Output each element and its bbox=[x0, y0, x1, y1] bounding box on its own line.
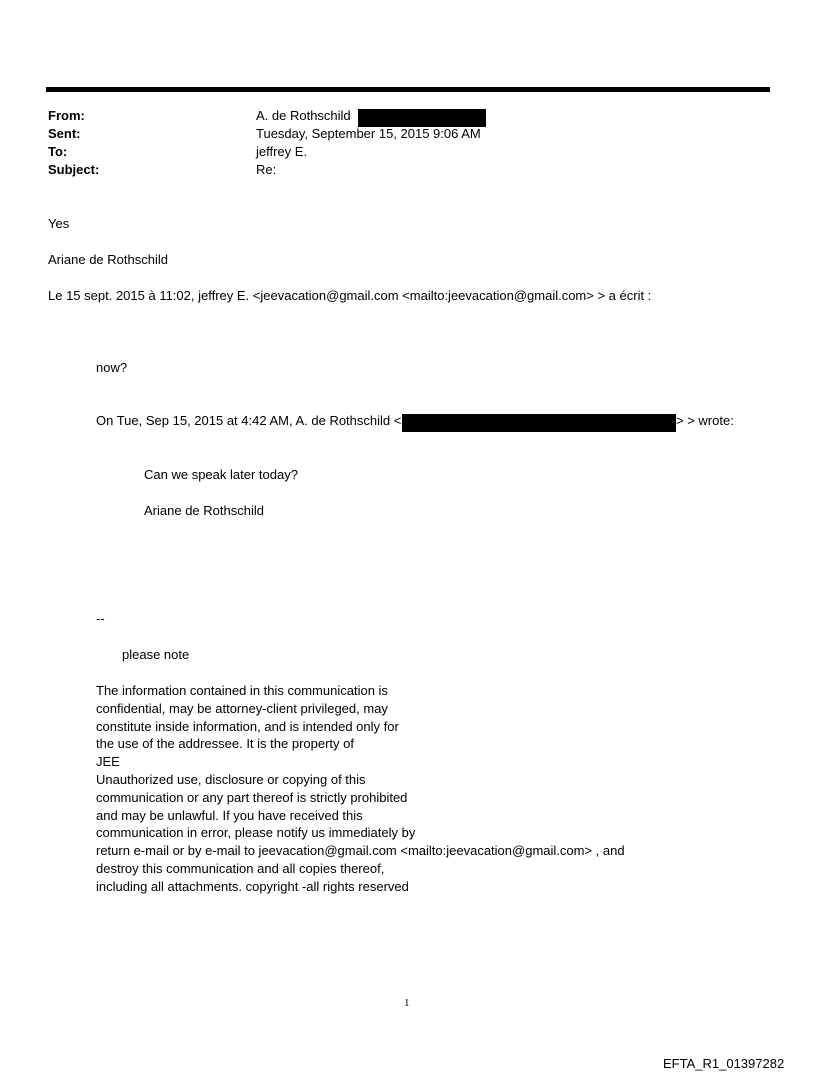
inner-quote-intro-suffix: > > wrote: bbox=[676, 413, 734, 428]
sent-label: Sent: bbox=[48, 126, 81, 141]
redaction-inner-email bbox=[402, 414, 676, 432]
disclaimer-line: Unauthorized use, disclosure or copying of this bbox=[96, 771, 366, 787]
document-id: EFTA_R1_01397282 bbox=[663, 1056, 785, 1071]
subject-value: Re: bbox=[256, 162, 277, 177]
disclaimer-line: return e-mail or by e-mail to jeevacation@gmail.com <mailto:jeevacation@gmail.com> , and bbox=[96, 843, 625, 859]
disclaimer-line: communication or any part thereof is strictly prohibited bbox=[96, 789, 408, 805]
disclaimer-line: and may be unlawful. If you have received this bbox=[96, 807, 363, 823]
disclaimer-block bbox=[96, 682, 625, 896]
inner-signature: Ariane de Rothschild bbox=[144, 503, 264, 518]
quote-intro: Le 15 sept. 2015 à 11:02, jeffrey E. <jeevacation@gmail.com <mailto:jeevacation@gmail.com> > a écrit : bbox=[48, 288, 652, 303]
disclaimer-line: the use of the addressee. It is the property of bbox=[96, 736, 354, 752]
inner-message: Can we speak later today? bbox=[144, 467, 298, 482]
disclaimer-line: communication in error, please notify us immediately by bbox=[96, 825, 416, 841]
disclaimer-line: including all attachments. copyright -all rights reserved bbox=[96, 878, 409, 894]
from-value: A. de Rothschild bbox=[256, 108, 351, 123]
disclaimer-line: destroy this communication and all copies thereof, bbox=[96, 860, 385, 876]
to-label: To: bbox=[48, 144, 68, 159]
subject-label: Subject: bbox=[48, 162, 100, 177]
sent-value: Tuesday, September 15, 2015 9:06 AM bbox=[256, 126, 481, 141]
disclaimer-line: JEE bbox=[96, 754, 120, 770]
signature-separator: -- bbox=[96, 611, 105, 626]
to-value: jeffrey E. bbox=[256, 144, 308, 159]
signature: Ariane de Rothschild bbox=[48, 252, 168, 267]
disclaimer-line: confidential, may be attorney-client privileged, may bbox=[96, 700, 388, 716]
disclaimer-line: constitute inside information, and is intended only for bbox=[96, 718, 399, 734]
reply-text: Yes bbox=[48, 216, 70, 231]
from-label: From: bbox=[48, 108, 85, 123]
disclaimer-line: The information contained in this communication is bbox=[96, 683, 388, 698]
inner-quote-intro-prefix: On Tue, Sep 15, 2015 at 4:42 AM, A. de Rothschild < bbox=[96, 413, 402, 428]
please-note: please note bbox=[122, 647, 190, 662]
page-number: 1 bbox=[404, 997, 410, 1009]
quoted-reply: now? bbox=[96, 360, 128, 375]
header-rule bbox=[46, 87, 770, 92]
